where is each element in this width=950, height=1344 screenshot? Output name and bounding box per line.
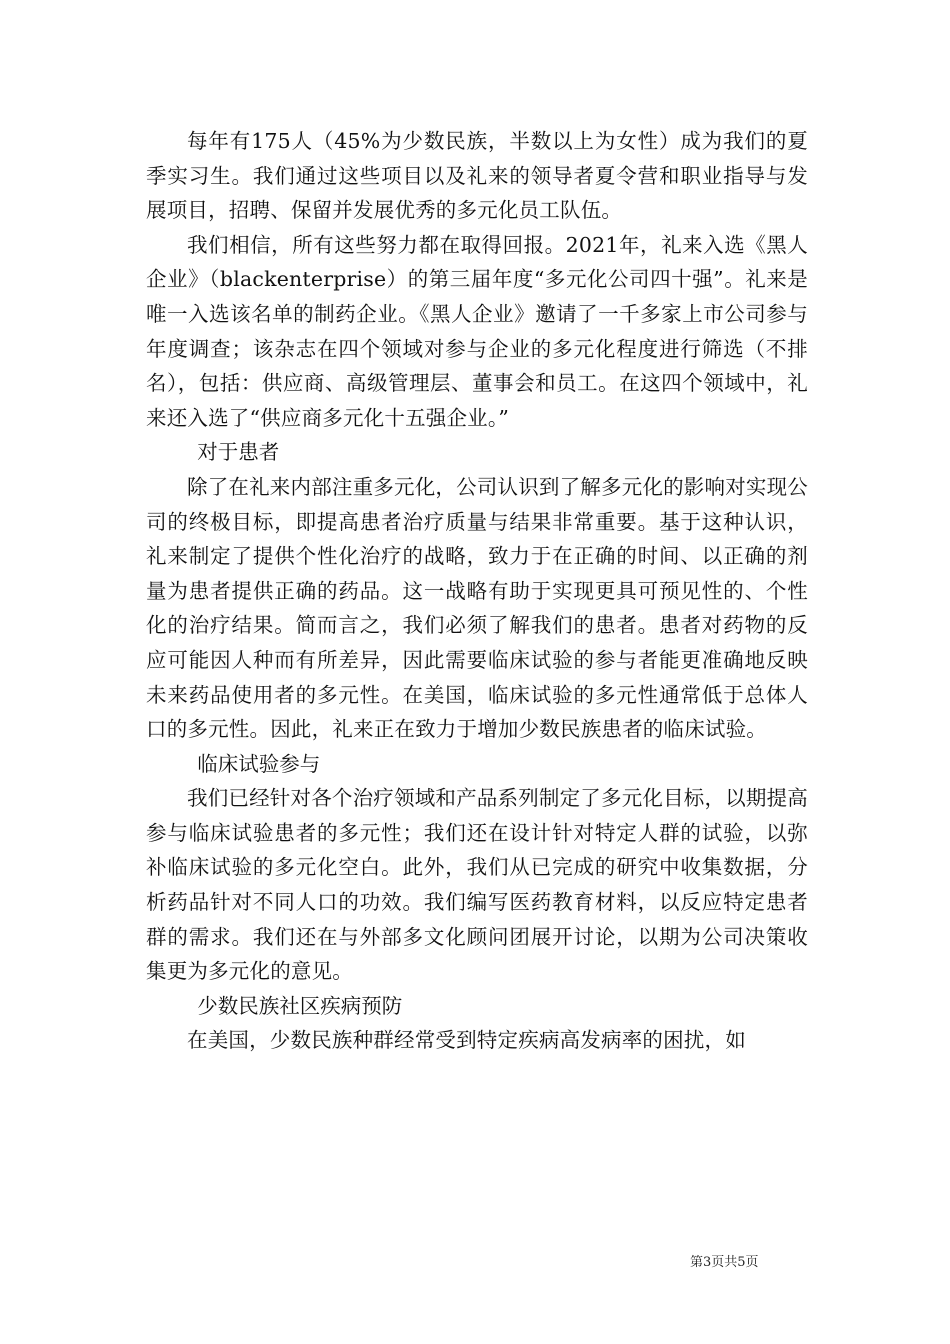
section-heading-patients: 对于患者 <box>197 440 280 465</box>
document-body <box>146 124 808 1058</box>
section-heading-clinical-trials: 临床试验参与 <box>197 751 321 776</box>
page-number-footer: 第3页共5页 <box>690 1255 759 1270</box>
paragraph-intern-stats: 每年有175人（45%为少数民族，半数以上为女性）成为我们的夏季实习生。我们通过这些项目以及礼来的领导者夏令营和职业指导与发展项目，招聘、保留并发展优秀的多元化员工队伍。 <box>146 129 808 223</box>
section-heading-disease-prevention: 少数民族社区疾病预防 <box>197 993 403 1018</box>
paragraph-black-enterprise: 我们相信，所有这些努力都在取得回报。2021年，礼来入选《黑人企业》（blackenterprise）的第三届年度“多元化公司四十强”。礼来是唯一入选该名单的制药企业。《黑人企业》邀请了一千多家上市公司参与年度调查；该杂志在四个领域对参与企业的多元化程度进行筛选（不排名），包括：供应商、高级管理层、董事会和员工。在这四个领域中，礼来还入选了“供应商多元化十五强企业。” <box>146 232 808 430</box>
paragraph-clinical-trials: 我们已经针对各个治疗领域和产品系列制定了多元化目标，以期提高参与临床试验患者的多元性；我们还在设计针对特定人群的试验，以弥补临床试验的多元化空白。此外，我们从已完成的研究中收集数据，分析药品针对不同人口的功效。我们编写医药教育材料，以反应特定患者群的需求。我们还在与外部多文化顾问团展开讨论，以期为公司决策收集更为多元化的意见。 <box>146 786 808 984</box>
paragraph-patients: 除了在礼来内部注重多元化，公司认识到了解多元化的影响对实现公司的终极目标，即提高患者治疗质量与结果非常重要。基于这种认识，礼来制定了提供个性化治疗的战略，致力于在正确的时间、以正确的剂量为患者提供正确的药品。这一战略有助于实现更具可预见性的、个性化的治疗结果。简而言之，我们必须了解我们的患者。患者对药物的反应可能因人种而有所差异，因此需要临床试验的参与者能更准确地反映未来药品使用者的多元性。在美国，临床试验的多元性通常低于总体人口的多元性。因此，礼来正在致力于增加少数民族患者的临床试验。 <box>146 474 808 742</box>
paragraph-disease-prevention: 在美国，少数民族种群经常受到特定疾病高发病率的困扰，如 <box>187 1028 746 1053</box>
